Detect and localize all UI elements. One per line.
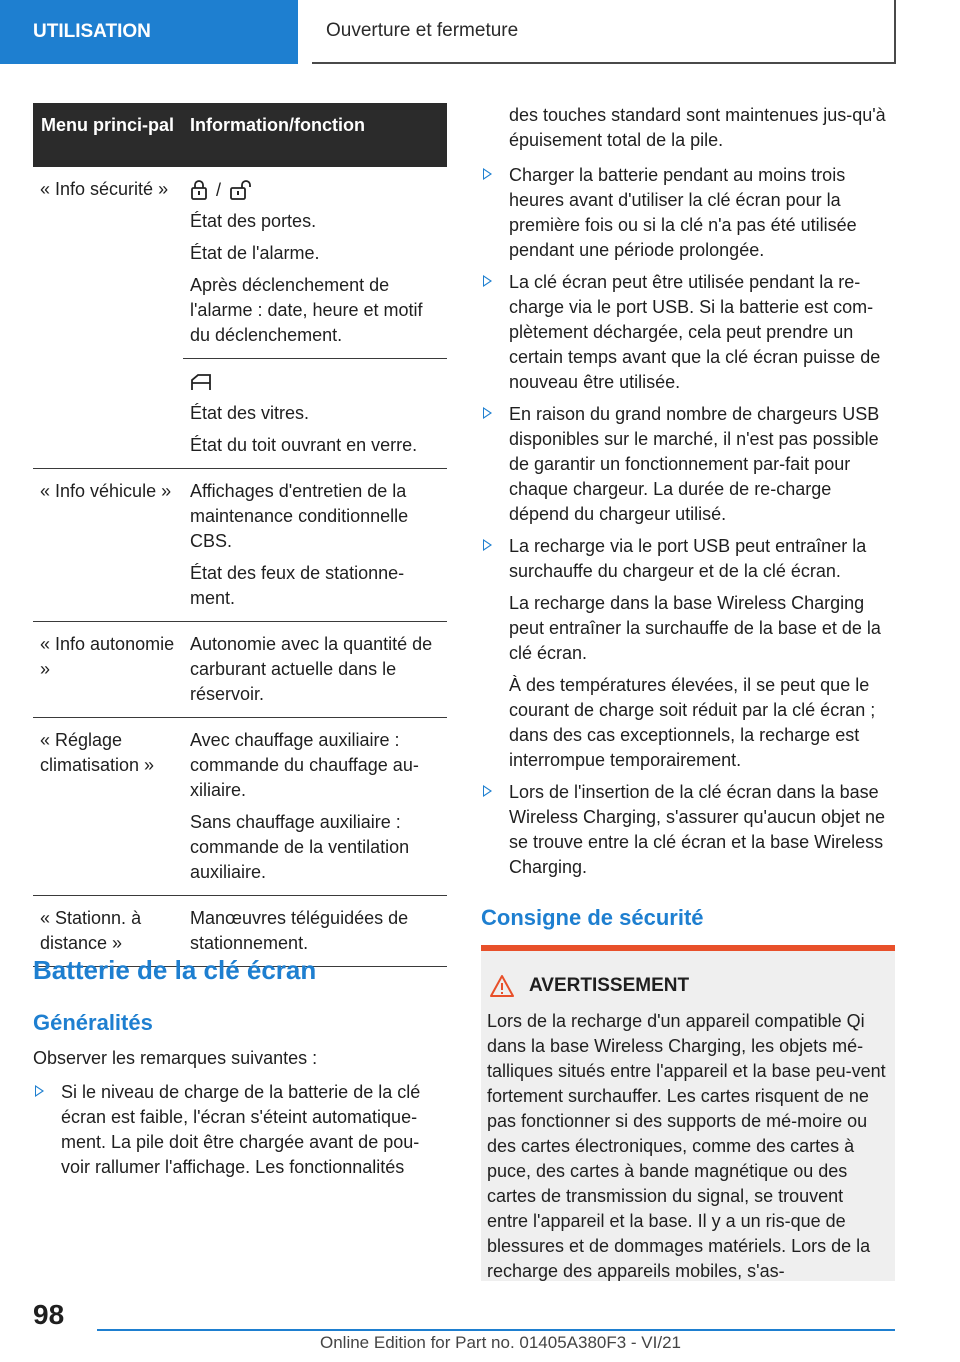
warning-box xyxy=(481,945,895,1281)
table-row xyxy=(33,622,447,718)
info-subcell xyxy=(183,622,447,717)
info-cell xyxy=(183,622,447,717)
bullet-text: À des températures élevées, il se peut que le courant de charge soit réduit par la clé écran ; dans des cas exceptionnels, la recharge est interrompue temporairement. xyxy=(509,675,876,770)
battery-heading: Batterie de la clé écran xyxy=(33,955,317,985)
menu-table xyxy=(33,103,447,967)
warning-title xyxy=(481,951,895,1001)
bullet-text: La clé écran peut être utilisée pendant la re-charge via le port USB. Si la batterie est com-plètement déchargée, cela peut prendre un certain temps avant que la clé écran puisse de nouveau être utilisée. xyxy=(509,272,881,392)
table-row xyxy=(33,469,447,622)
car-window-icon xyxy=(190,372,212,392)
info-text: Avec chauffage auxiliaire : commande du chauffage au-xiliaire. xyxy=(190,730,419,800)
list-item xyxy=(33,1080,447,1180)
info-text: État des vitres. xyxy=(190,403,310,423)
bullet-triangle-icon xyxy=(483,785,492,797)
page-number: 98 xyxy=(33,1299,65,1330)
icon-separator: / xyxy=(216,179,222,200)
footer-edition: Online Edition for Part no. 01405A380F3 - VI/21 xyxy=(320,1333,682,1352)
battery-bullet-list-right xyxy=(481,163,895,887)
info-text: État des feux de stationne-ment. xyxy=(190,563,405,608)
info-subcell xyxy=(183,718,447,895)
topic-header xyxy=(312,0,896,64)
col-info-header: Information/fonction xyxy=(190,115,365,135)
info-cell xyxy=(183,469,447,621)
info-text: Sans chauffage auxiliaire : commande de la ventilation auxiliaire. xyxy=(190,812,410,882)
warning-triangle-icon xyxy=(489,974,515,998)
bullet-triangle-icon xyxy=(35,1085,44,1097)
battery-bullet-list xyxy=(33,1080,447,1187)
bullet-text: La recharge dans la base Wireless Charging peut entraîner la surchauffe de la base et de la clé écran. xyxy=(509,593,881,663)
info-text: Autonomie avec la quantité de carburant actuelle dans le réservoir. xyxy=(190,634,433,704)
info-subcell xyxy=(183,358,447,468)
menu-cell: « Info autonomie » xyxy=(40,634,175,679)
menu-cell: « Info sécurité » xyxy=(40,179,169,199)
bullet-triangle-icon xyxy=(483,407,492,419)
list-item xyxy=(481,402,895,527)
info-text: État de l'alarme. xyxy=(190,243,320,263)
topic-label: Ouverture et fermeture xyxy=(326,20,519,41)
bullet-text: Lors de l'insertion de la clé écran dans la base Wireless Charging, s'assurer qu'aucun objet ne se trouve entre la clé écran et la base Wireless Charging. xyxy=(509,782,886,877)
info-subcell xyxy=(183,167,447,358)
bullet-text: Charger la batterie pendant au moins trois heures avant d'utiliser la clé écran pour la première fois ou si la clé n'a pas été utilisée pendant une période prolongée. xyxy=(509,165,857,260)
list-item xyxy=(481,163,895,263)
lock-closed-icon xyxy=(190,180,208,200)
bullet-text: En raison du grand nombre de chargeurs USB disponibles sur le marché, il n'est pas possible de garantir un fonctionnement par-fait pour chaque chargeur. La durée de re-charge dépend du chargeur utilisé. xyxy=(509,404,880,524)
bullet-continuation: des touches standard sont maintenues jus-qu'à épuisement total de la pile. xyxy=(509,105,886,150)
lock-open-icon xyxy=(229,180,257,200)
section-tab xyxy=(0,0,298,64)
menu-cell: « Réglage climatisation » xyxy=(40,730,155,775)
bullet-triangle-icon xyxy=(483,168,492,180)
info-subcell xyxy=(183,469,447,621)
info-cell xyxy=(183,167,447,468)
bullet-triangle-icon xyxy=(483,539,492,551)
section-label: UTILISATION xyxy=(33,21,151,42)
info-text: État du toit ouvrant en verre. xyxy=(190,435,418,455)
bullet-triangle-icon xyxy=(483,275,492,287)
intro-text: Observer les remarques suivantes : xyxy=(33,1048,318,1068)
col-menu-header: Menu princi-pal xyxy=(41,115,175,135)
menu-cell: « Stationn. à distance » xyxy=(40,908,142,953)
table-header xyxy=(33,103,447,167)
warning-text: Lors de la recharge d'un appareil compatible Qi dans la base Wireless Charging, les objets mé-talliques situés entre l'appareil et la base peu-vent fortement surchauffer. Les cartes risquent de ne pas fonctionner si des supports de mé-moire ou des cartes électroniques, comme des cartes à puce, des cartes à bande magnétique ou des cartes de transmission du signal, se trouvent entre l'appareil et la base. Il y a un ris-que de blessures et de dommages matériels. Lors de la recharge des appareils mobiles, s'as- xyxy=(487,1011,886,1281)
warning-label: AVERTISSEMENT xyxy=(529,975,690,996)
info-text: État des portes. xyxy=(190,211,317,231)
table-row xyxy=(33,167,447,469)
window-icons xyxy=(190,369,447,395)
list-item xyxy=(481,780,895,880)
list-item xyxy=(481,270,895,395)
bullet-text: La recharge via le port USB peut entraîner la surchauffe du chargeur et de la clé écran. xyxy=(509,536,867,581)
info-text: Affichages d'entretien de la maintenance conditionnelle CBS. xyxy=(190,481,409,551)
lock-icons xyxy=(190,177,447,203)
menu-cell: « Info véhicule » xyxy=(40,481,172,501)
footer-divider xyxy=(97,1329,895,1331)
info-text: Après déclenchement de l'alarme : date, heure et motif du déclenchement. xyxy=(190,275,423,345)
info-cell xyxy=(183,718,447,895)
list-item xyxy=(481,534,895,773)
bullet-text: Si le niveau de charge de la batterie de la clé écran est faible, l'écran s'éteint automatique-ment. La pile doit être chargée avant de pou-voir rallumer l'affichage. Les fonctionnalités xyxy=(61,1082,421,1177)
info-text: Manœuvres téléguidées de stationnement. xyxy=(190,908,409,953)
safety-heading: Consigne de sécurité xyxy=(481,905,704,930)
table-row xyxy=(33,718,447,896)
general-subheading: Généralités xyxy=(33,1010,153,1035)
